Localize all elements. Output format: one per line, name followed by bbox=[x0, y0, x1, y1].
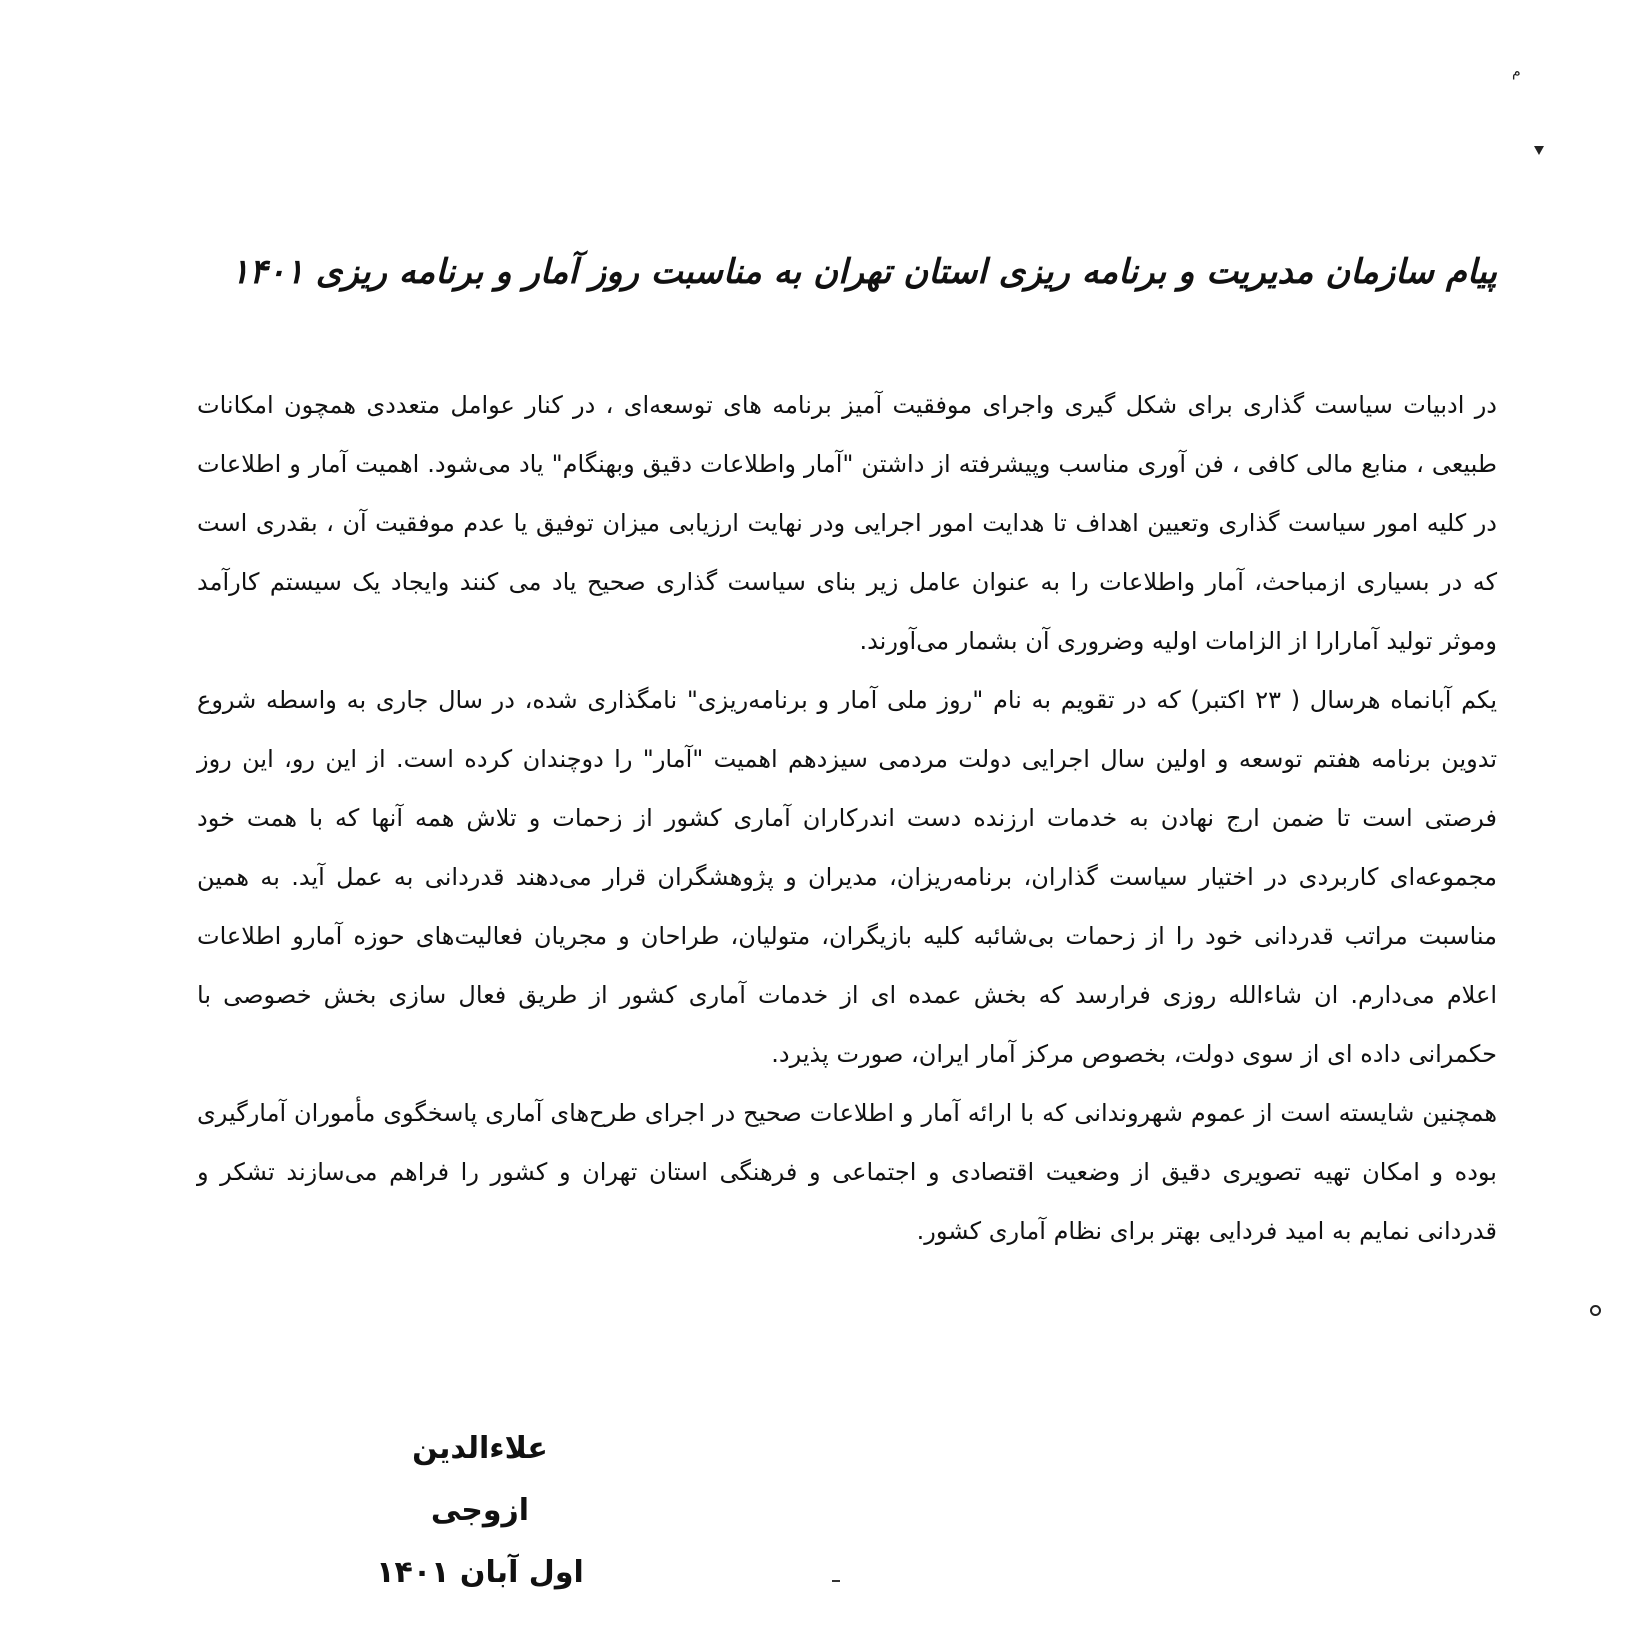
scan-mark-dot bbox=[1590, 1305, 1601, 1316]
paragraph-1: در ادبیات سیاست گذاری برای شکل گیری واجرای موفقیت آمیز برنامه های توسعه‌ای ، در کنار عوامل متعددی همچون امکانات طبیعی ، منابع مالی کافی ، فن آوری مناسب وپیشرفته از داشتن "آمار واطلاعات دقیق وبهنگام" یاد می‌شود. اهمیت آمار و اطلاعات در کلیه امور سیاست گذاری وتعیین اهداف تا هدایت امور اجرایی ودر نهایت ارزیابی میزان توفیق یا عدم موفقیت آن ، بقدری است که در بسیاری ازمباحث، آمار واطلاعات را به عنوان عامل زیر بنای سیاست گذاری صحیح یاد می کنند وایجاد یک سیستم کارآمد وموثر تولید آمارارا از الزامات اولیه وضروری آن بشمار می‌آورند. bbox=[197, 391, 1497, 655]
document-title: پیام سازمان مدیریت و برنامه ریزی استان تهران به مناسبت روز آمار و برنامه ریزی ۱۴۰۱ bbox=[230, 251, 1497, 292]
signature-date: اول آبان ۱۴۰۱ bbox=[376, 1555, 584, 1590]
margin-mark: م bbox=[1512, 64, 1521, 80]
document-body bbox=[197, 376, 1497, 1261]
paragraph-3: همچنین شایسته است از عموم شهروندانی که با ارائه آمار و اطلاعات صحیح در اجرای طرح‌های آماری پاسخگوی مأموران آمارگیری بوده و امکان تهیه تصویری دقیق از وضعیت اقتصادی و اجتماعی و فرهنگی استان تهران و کشور را فراهم می‌سازند تشکر و قدردانی نمایم به امید فردایی بهتر برای نظام آماری کشور. bbox=[197, 1099, 1497, 1245]
scan-mark-arrow bbox=[1534, 146, 1544, 155]
signature-block bbox=[360, 1418, 600, 1604]
signer-name: علاءالدین ازوجی bbox=[412, 1431, 548, 1528]
scan-mark-dash bbox=[832, 1580, 840, 1582]
paragraph-2: یکم آبانماه هرسال ( ۲۳ اکتبر) که در تقویم به نام "روز ملی آمار و برنامه‌ریزی" نامگذاری شده، در سال جاری به واسطه شروع تدوین برنامه هفتم توسعه و اولین سال اجرایی دولت مردمی سیزدهم اهمیت "آمار" را دوچندان کرده است. از این رو، این روز فرصتی است تا ضمن ارج نهادن به خدمات ارزنده دست اندرکاران آماری کشور از زحمات و تلاش همه آنها که با همت خود مجموعه‌ای کاربردی در اختیار سیاست گذاران، برنامه‌ریزان، مدیران و پژوهشگران قرار می‌دهند قدردانی به عمل آید. به همین مناسبت مراتب قدردانی خود را از زحمات بی‌شائبه کلیه بازیگران، متولیان، طراحان و مجریان فعالیت‌های حوزه آمارو اطلاعات اعلام می‌دارم. ان شاءالله روزی فرارسد که بخش عمده ای از خدمات آماری کشور از طریق فعال سازی بخش خصوصی با حکمرانی داده ای از سوی دولت، بخصوص مرکز آمار ایران، صورت پذیرد. bbox=[197, 686, 1497, 1068]
